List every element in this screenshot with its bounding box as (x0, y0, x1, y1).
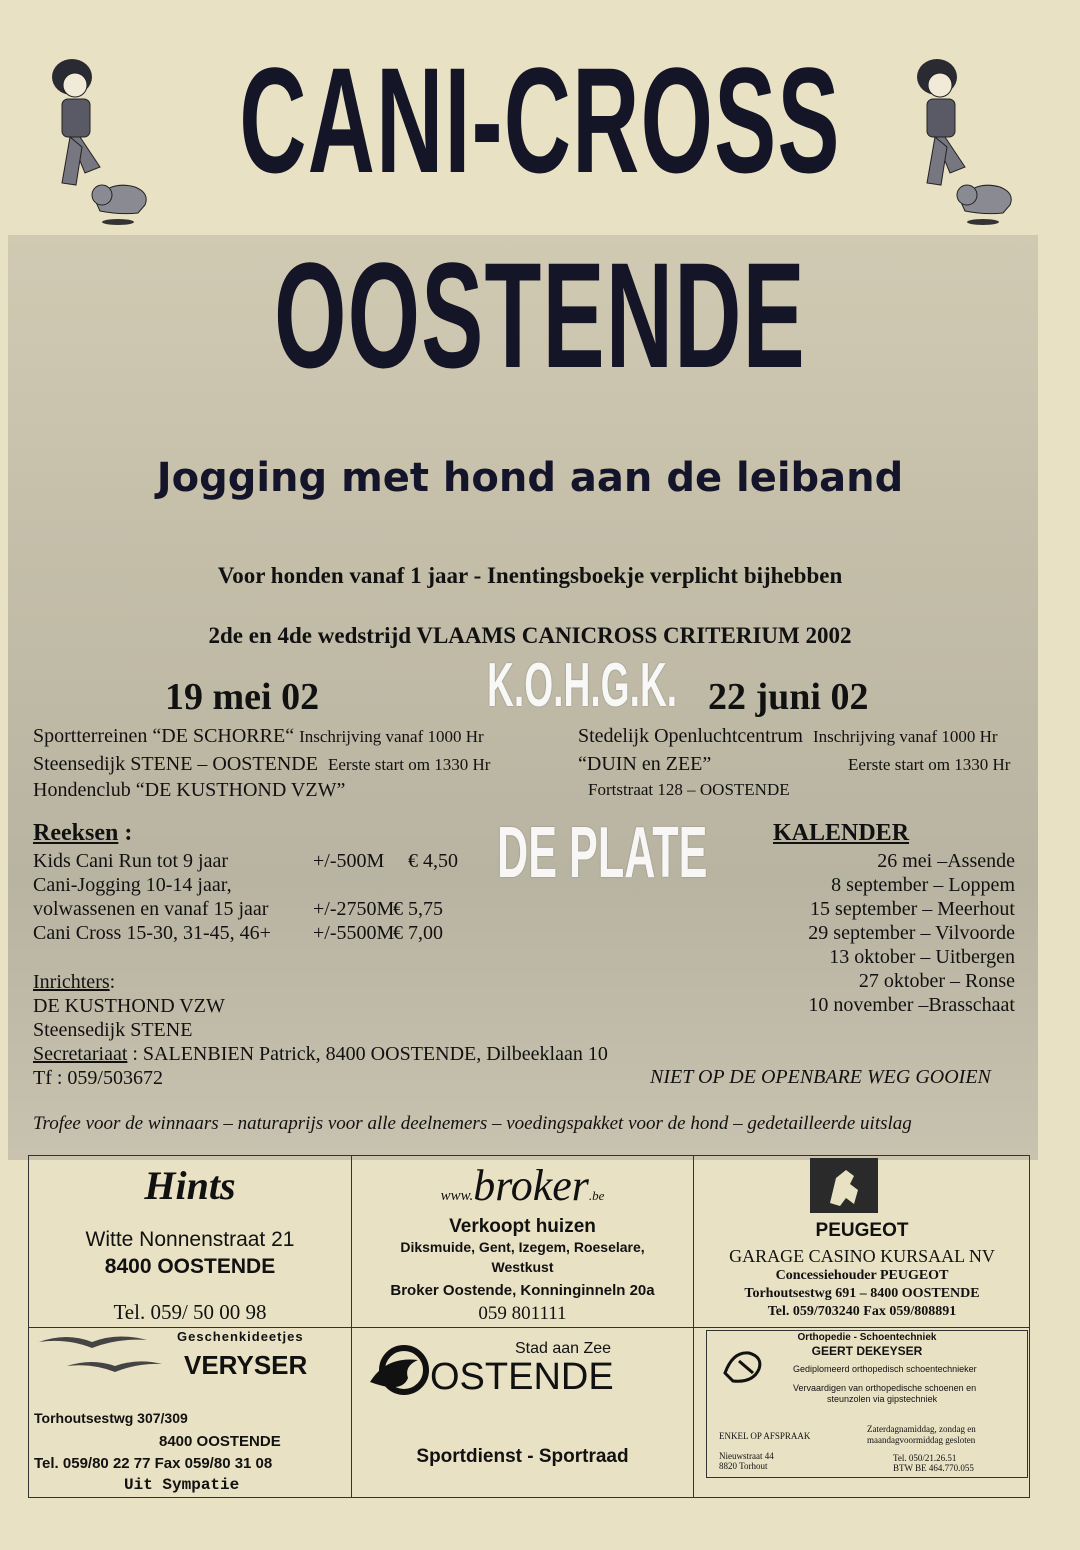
event1-date: 19 mei 02 (165, 676, 320, 718)
watermark-top: K.O.H.G.K. (487, 651, 678, 720)
sponsor-broker (352, 1158, 693, 1326)
reeksen-row: Cani-Jogging 10-14 jaar, (33, 874, 232, 896)
dekeyser-line1: Gediplomeerd orthopedisch schoentechnieker (793, 1364, 977, 1374)
event2-line1: Stedelijk Openluchtcentrum Inschrijving vanaf 1000 Hr (578, 725, 998, 747)
event1-line1: Sportterreinen “DE SCHORRE“ Inschrijving vanaf 1000 Hr (33, 725, 484, 747)
broker-cities2: Westkust (491, 1259, 554, 1275)
peugeot-phone: Tel. 059/703240 Fax 059/808891 (767, 1304, 957, 1319)
oostende-logo: OSTENDE (430, 1356, 614, 1398)
secretariaat-line: Secretariaat : SALENBIEN Patrick, 8400 OOSTENDE, Dilbeeklaan 10 (33, 1043, 608, 1065)
veryser-city: 8400 OOSTENDE (159, 1433, 281, 1450)
oostende-tagline: Stad aan Zee (515, 1340, 612, 1357)
event2-date: 22 juni 02 (708, 676, 869, 718)
broker-cities: Diksmuide, Gent, Izegem, Roeselare, (400, 1239, 645, 1255)
veryser-tag: Geschenkideetjes (177, 1329, 304, 1344)
oostende-wave-icon (366, 1338, 436, 1398)
shoe-last-icon (719, 1343, 769, 1387)
sponsor-peugeot (694, 1158, 1030, 1326)
dekeyser-name: GEERT DEKEYSER (811, 1344, 923, 1358)
reeksen-row: volwassenen en vanaf 15 jaar +/-2750M € 5,75 (33, 898, 443, 920)
kalender-item: 8 september – Loppem (831, 874, 1015, 896)
veryser-footer: Uit Sympatie (124, 1476, 240, 1494)
kalender-item: 10 november –Brasschaat (808, 994, 1015, 1016)
broker-phone: 059 801111 (478, 1303, 567, 1324)
inrichters-line2: Steensedijk STENE (33, 1019, 193, 1041)
seagulls-icon (37, 1332, 177, 1382)
dekeyser-closed2: maandagvoormiddag gesloten (867, 1435, 976, 1445)
title-line1: CANI-CROSS (239, 36, 841, 204)
peugeot-lion-icon (810, 1158, 878, 1213)
sponsor-veryser (29, 1328, 351, 1498)
hints-city: 8400 OOSTENDE (104, 1255, 276, 1278)
dekeyser-appointment: ENKEL OP AFSPRAAK (719, 1431, 811, 1441)
kalender-item: 15 september – Meerhout (810, 898, 1015, 920)
veryser-phones: Tel. 059/80 22 77 Fax 059/80 31 08 (34, 1455, 273, 1472)
event2-line2-note: Eerste start om 1330 Hr (848, 755, 1011, 774)
broker-logo: www.broker.be (440, 1161, 605, 1210)
reeksen-heading: Reeksen : (33, 820, 133, 846)
dekeyser-line2: Vervaardigen van orthopedische schoenen en (793, 1383, 977, 1393)
peugeot-garage: GARAGE CASINO KURSAAL NV (729, 1246, 995, 1266)
event2-line2: “DUIN en ZEE” (578, 753, 712, 775)
kalender-item: 29 september – Vilvoorde (808, 922, 1015, 944)
dekeyser-addr2: 8820 Torhout (719, 1461, 768, 1471)
peugeot-dealer: Concessiehouder PEUGEOT (775, 1268, 949, 1283)
dekeyser-tel: Tel. 050/21.26.51 (893, 1453, 957, 1463)
hints-street: Witte Nonnenstraat 21 (85, 1228, 295, 1251)
veryser-name: VERYSER (184, 1350, 308, 1380)
oostende-footer: Sportdienst - Sportraad (416, 1446, 629, 1467)
runner-with-dog-icon-right (905, 55, 1020, 225)
reeksen-row: Kids Cani Run tot 9 jaar +/-500M € 4,50 (33, 850, 458, 872)
peugeot-address: Torhoutsestwg 691 – 8400 OOSTENDE (744, 1286, 980, 1301)
dekeyser-category: Orthopedie - Schoentechniek (797, 1332, 937, 1343)
broker-tagline: Verkoopt huizen (449, 1216, 596, 1237)
sponsor-oostende (352, 1328, 693, 1498)
notice-line: Voor honden vanaf 1 jaar - Inentingsboekje verplicht bijhebben (217, 563, 843, 588)
reeksen-row: Cani Cross 15-30, 31-45, 46+ +/-5500M € 7,00 (33, 922, 443, 944)
prizes-text: Trofee voor de winnaars – naturaprijs voor alle deelnemers – voedingspakket voor de hond – gedetailleerde uitslag (33, 1113, 912, 1134)
watermark-bottom: DE PLATE (497, 813, 708, 893)
criterium-line: 2de en 4de wedstrijd VLAAMS CANICROSS CRITERIUM 2002 (208, 623, 852, 648)
dekeyser-btw: BTW BE 464.770.055 (893, 1463, 974, 1473)
event1-line2: Steensedijk STENE – OOSTENDE Eerste start om 1330 Hr (33, 753, 491, 775)
kalender-list (808, 849, 1015, 1017)
event1-line3: Hondenclub “DE KUSTHOND VZW” (33, 779, 346, 801)
kalender-item: 26 mei –Assende (877, 850, 1015, 872)
kalender-item: 27 oktober – Ronse (858, 970, 1015, 992)
kalender-item: 13 oktober – Uitbergen (829, 946, 1015, 968)
dekeyser-addr1: Nieuwstraat 44 (719, 1451, 774, 1461)
broker-address: Broker Oostende, Konninginneln 20a (390, 1282, 655, 1299)
sponsor-dekeyser (706, 1330, 1028, 1478)
inrichters-block (33, 970, 608, 1090)
inrichters-line1: DE KUSTHOND VZW (33, 995, 225, 1017)
runner-with-dog-icon-left (40, 55, 155, 225)
warning-text: NIET OP DE OPENBARE WEG GOOIEN (650, 1066, 991, 1088)
veryser-street: Torhoutsestwg 307/309 (34, 1410, 188, 1426)
dekeyser-closed1: Zaterdagnamiddag, zondag en (867, 1424, 976, 1434)
subtitle: Jogging met hond aan de leiband (156, 455, 904, 501)
sponsor-hints (29, 1158, 351, 1326)
dekeyser-line3: steunzolen via gipstechniek (827, 1394, 938, 1404)
title-line2: OOSTENDE (274, 231, 806, 399)
event2-line3: Fortstraat 128 – OOSTENDE (588, 780, 790, 799)
inrichters-heading: Inrichters: (33, 971, 116, 993)
phone-line: Tf : 059/503672 (33, 1067, 163, 1089)
peugeot-brand: PEUGEOT (815, 1220, 909, 1241)
hints-phone: Tel. 059/ 50 00 98 (113, 1300, 267, 1324)
reeksen-table (33, 849, 473, 945)
kalender-heading: KALENDER (773, 820, 910, 846)
hints-name: Hints (144, 1163, 236, 1208)
